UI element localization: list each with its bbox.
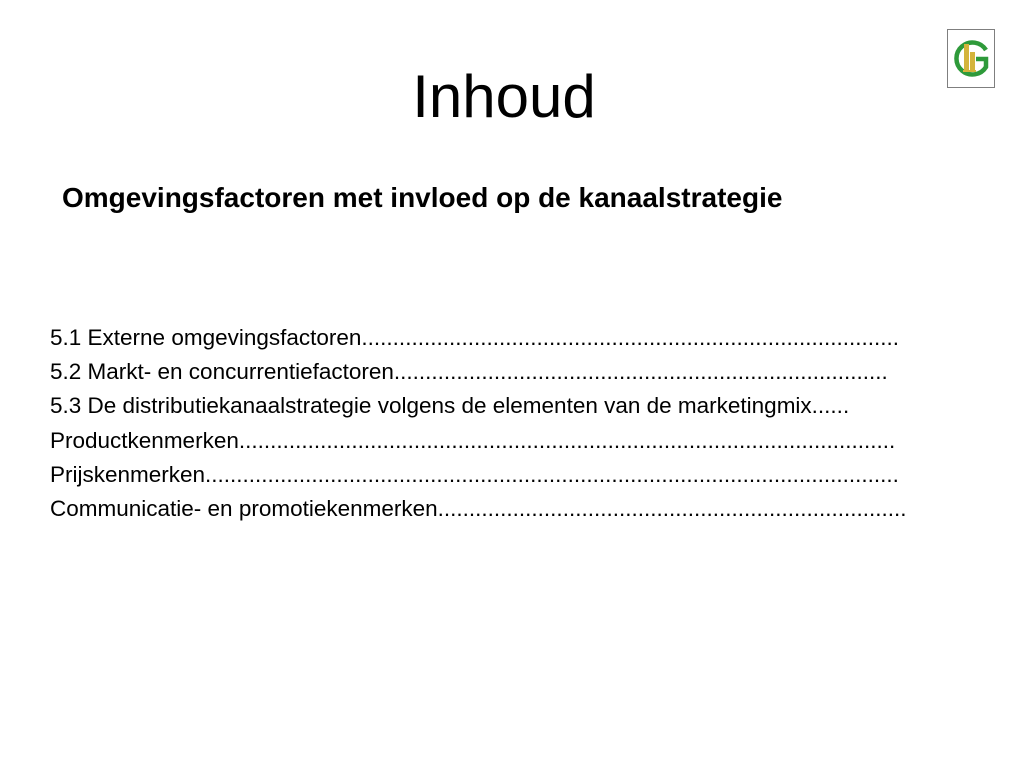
toc-entry: 5.2 Markt- en concurrentiefactoren............................................................................... (50, 359, 888, 385)
toc-entry: Prijskenmerken............................................................................................................... (50, 461, 899, 487)
toc-entry: Communicatie- en promotiekenmerken........................................................................... (50, 495, 907, 521)
toc-entry: Productkenmerken......................................................................................................... (50, 427, 896, 453)
toc-entry: 5.1 Externe omgevingsfactoren...................................................................................... (50, 325, 900, 350)
table-of-contents (50, 321, 1024, 526)
toc-entry: 5.3 De distributiekanaalstrategie volgens de elementen van de marketingmix...... (50, 393, 850, 419)
slide-title: Inhoud (412, 63, 596, 130)
slide-subtitle: Omgevingsfactoren met invloed op de kanaalstrategie (62, 182, 783, 213)
